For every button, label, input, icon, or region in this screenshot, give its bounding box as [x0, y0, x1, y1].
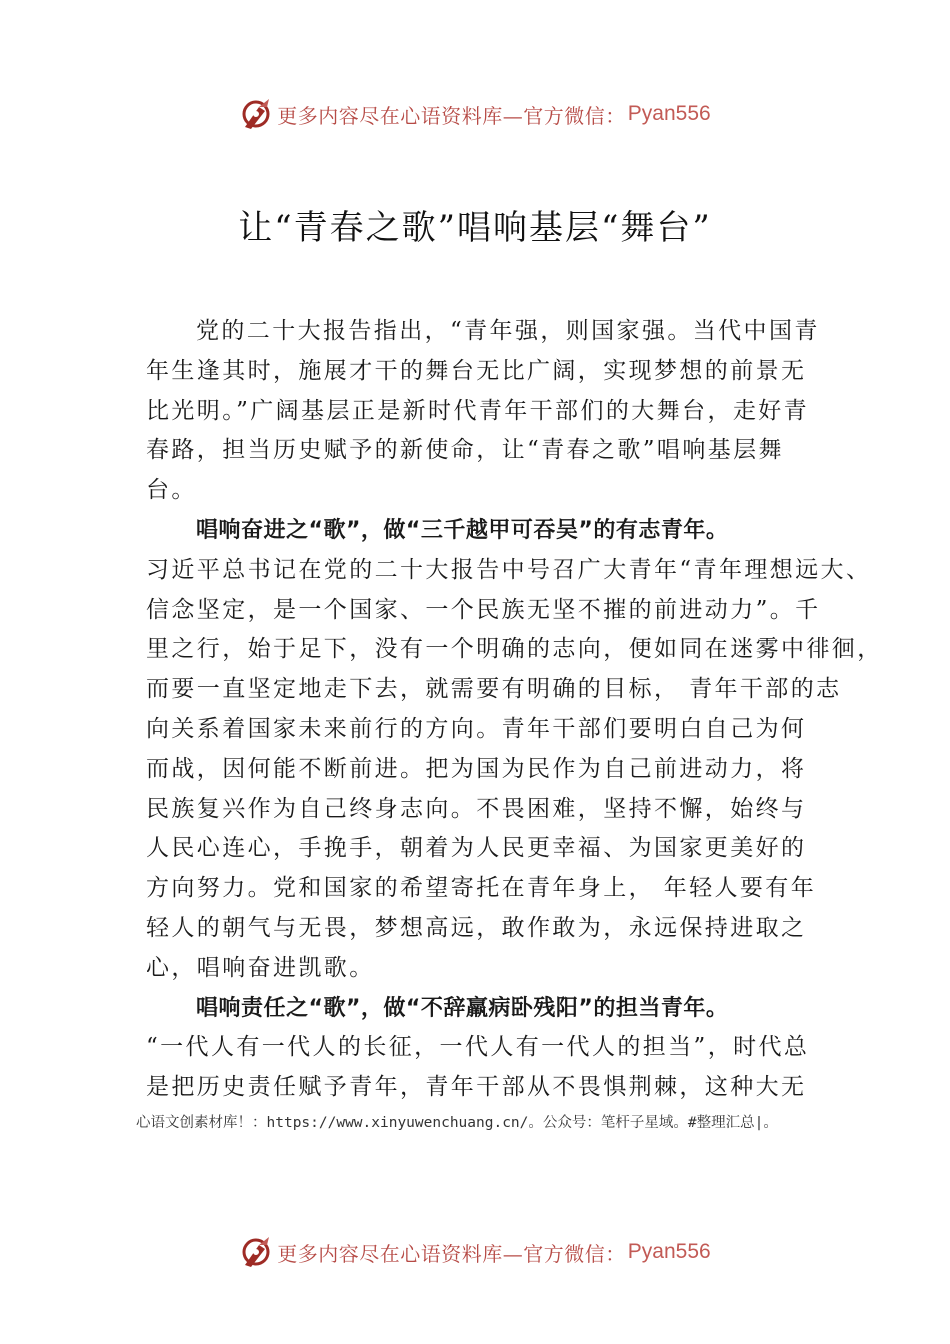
footer-banner — [0, 1232, 950, 1272]
pen-nib-logo-icon — [239, 97, 273, 131]
source-note: 心语文创素材库！：https://www.xinyuwenchuang.cn/。公众号：笔杆子星域。#整理汇总|。 — [136, 1115, 778, 1131]
body-line: 比光明。”广阔基层正是新时代青年干部们的大舞台，走好青 — [146, 397, 810, 424]
body-line: 人民心连心，手挽手，朝着为人民更幸福、为国家更美好的 — [146, 835, 807, 862]
body-line: 年生逢其时，施展才干的舞台无比广阔，实现梦想的前景无 — [146, 357, 807, 384]
body-line: 里之行，始于足下，没有一个明确的志向，便如同在迷雾中徘徊， — [146, 636, 883, 663]
body-line: 而战，因何能不断前进。把为国为民作为自己前进动力，将 — [146, 755, 807, 782]
body-line: 党的二十大报告指出，“青年强，则国家强。当代中国青 — [196, 318, 820, 344]
article-body — [146, 312, 883, 1108]
body-line: 信念坚定，是一个国家、一个民族无坚不摧的前进动力”。千 — [146, 596, 821, 623]
body-line: 春路，担当历史赋予的新使命，让“青春之歌”唱响基层舞 — [146, 437, 784, 464]
body-line: 而要一直坚定地走下去，就需要有明确的目标， 青年干部的志 — [146, 676, 842, 703]
body-line: 心，唱响奋进凯歌。 — [146, 954, 375, 981]
banner-text: 更多内容尽在心语资料库—官方微信： — [277, 103, 626, 128]
wechat-id: Pyan556 — [627, 1240, 711, 1263]
article-title: 让“青春之歌”唱响基层“舞台” — [238, 208, 712, 248]
body-line: 轻人的朝气与无畏，梦想高远，敢作敢为，永远保持进取之 — [146, 914, 807, 941]
body-line: 习近平总书记在党的二十大报告中号召广大青年“青年理想远大、 — [146, 556, 872, 583]
banner-text: 更多内容尽在心语资料库—官方微信： — [277, 1241, 626, 1266]
body-line: 民族复兴作为自己终身志向。不畏困难，坚持不懈，始终与 — [146, 795, 807, 822]
body-line: 台。 — [146, 477, 197, 504]
body-line: “一代人有一代人的长征，一代人有一代人的担当”，时代总 — [146, 1034, 810, 1061]
pen-nib-logo-icon — [239, 1235, 273, 1269]
header-banner — [0, 94, 950, 134]
section-heading: 唱响奋进之“歌”，做“三千越甲可吞吴”的有志青年。 — [196, 517, 729, 543]
body-line: 向关系着国家未来前行的方向。青年干部们要明白自己为何 — [146, 715, 807, 742]
section-heading: 唱响责任之“歌”，做“不辞羸病卧残阳”的担当青年。 — [196, 995, 729, 1021]
body-line: 方向努力。党和国家的希望寄托在青年身上， 年轻人要有年 — [146, 875, 817, 902]
body-line: 是把历史责任赋予青年，青年干部从不畏惧荆棘，这种大无 — [146, 1074, 807, 1101]
wechat-id: Pyan556 — [627, 102, 711, 125]
